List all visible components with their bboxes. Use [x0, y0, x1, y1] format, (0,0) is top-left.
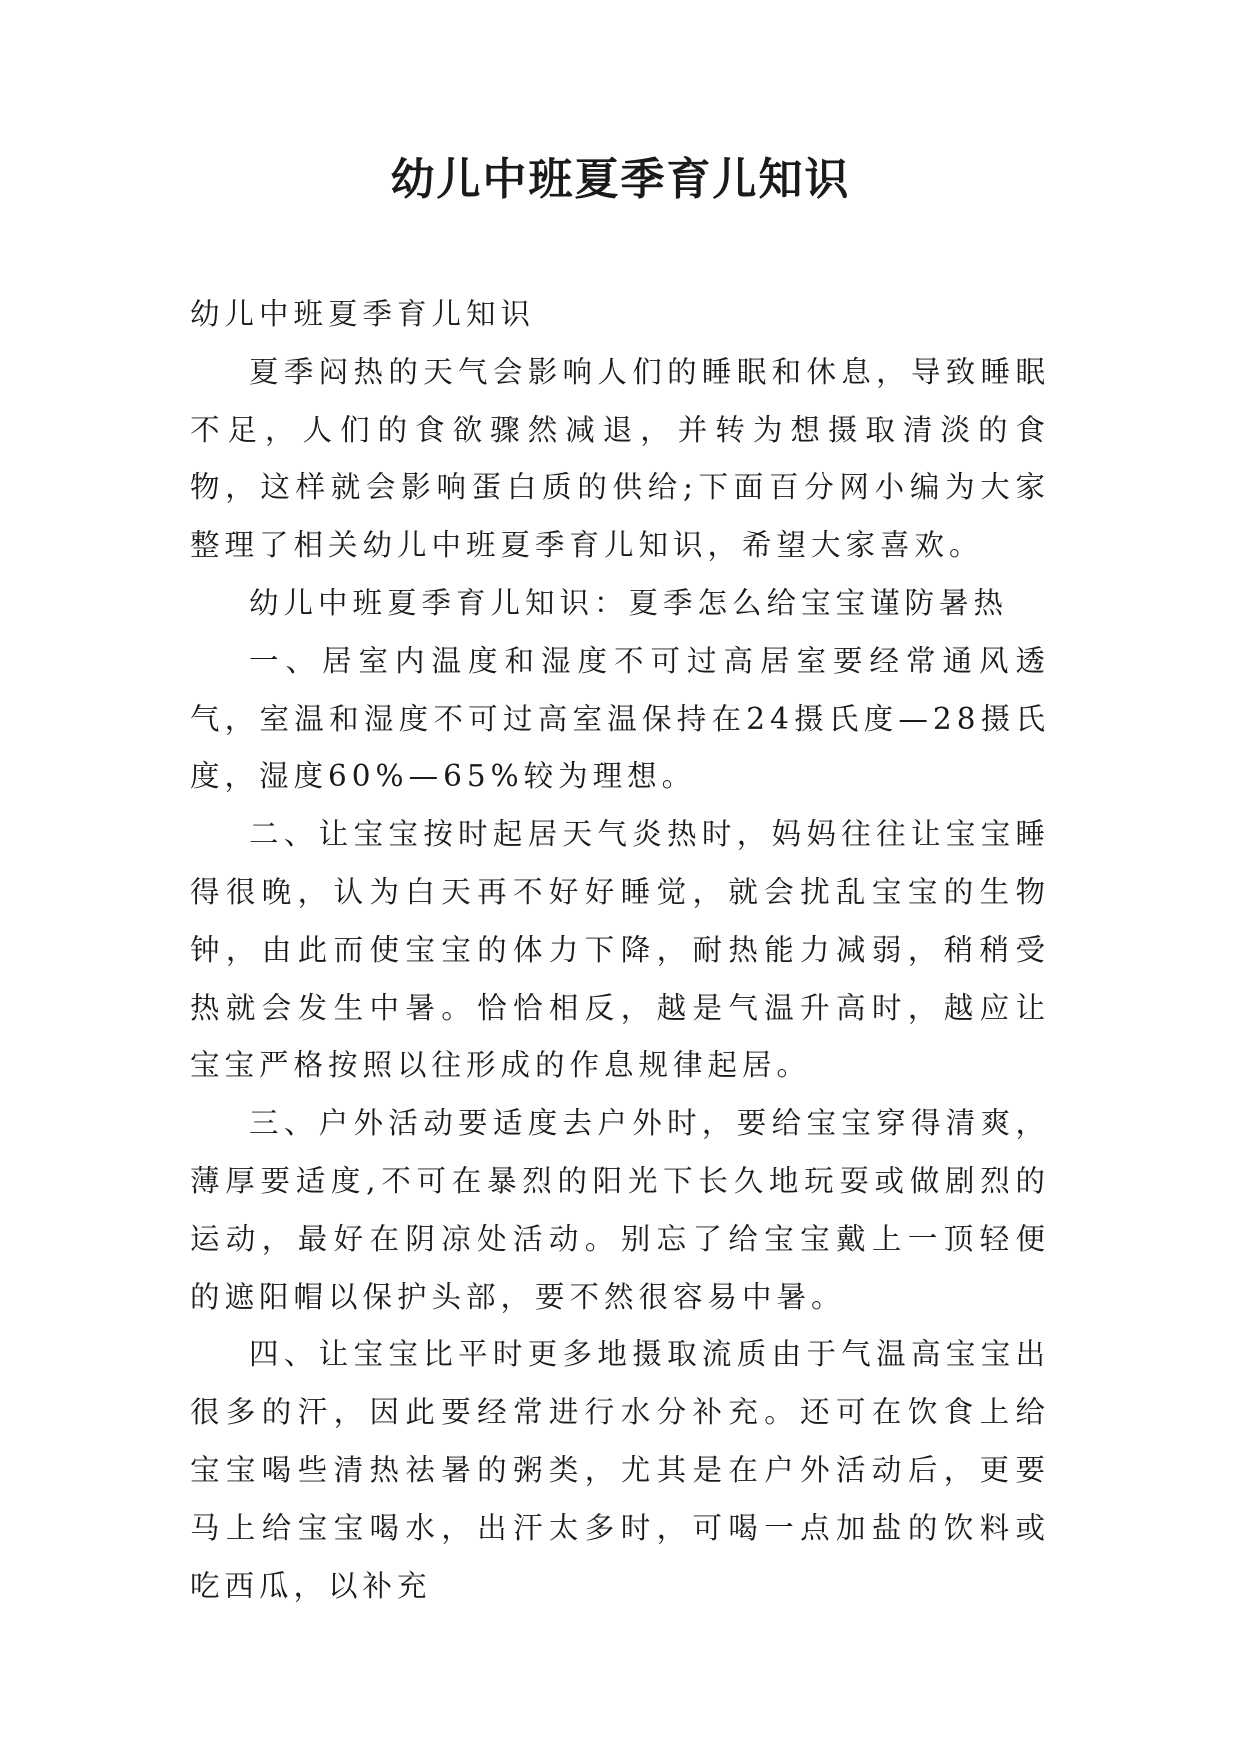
point-two-paragraph: 二、让宝宝按时起居天气炎热时，妈妈往往让宝宝睡得很晚，认为白天再不好好睡觉，就会扰乱宝宝的生物钟，由此而使宝宝的体力下降，耐热能力减弱，稍稍受热就会发生中暑。恰恰相反，越是气温升高时，越应让宝宝严格按照以往形成的作息规律起居。	[190, 817, 1050, 1083]
point-four-paragraph: 四、让宝宝比平时更多地摄取流质由于气温高宝宝出很多的汗，因此要经常进行水分补充。还可在饮食上给宝宝喝些清热祛暑的粥类，尤其是在户外活动后，更要马上给宝宝喝水，出汗太多时，可喝一点加盐的饮料或吃西瓜，以补充	[190, 1337, 1050, 1603]
section-heading-paragraph: 幼儿中班夏季育儿知识：夏季怎么给宝宝谨防暑热	[249, 585, 1009, 620]
document-body	[190, 286, 1050, 1615]
document-title: 幼儿中班夏季育儿知识	[390, 154, 851, 205]
point-three-paragraph: 三、户外活动要适度去户外时，要给宝宝穿得清爽，薄厚要适度,不可在暴烈的阳光下长久地玩耍或做剧烈的运动，最好在阴凉处活动。别忘了给宝宝戴上一顶轻便的遮阳帽以保护头部，要不然很容易中暑。	[190, 1106, 1050, 1314]
point-one-paragraph: 一、居室内温度和湿度不可过高居室要经常通风透气，室温和湿度不可过高室温保持在24摄氏度—28摄氏度，湿度60%—65%较为理想。	[190, 643, 1050, 794]
subtitle-paragraph: 幼儿中班夏季育儿知识	[190, 297, 536, 331]
intro-paragraph: 夏季闷热的天气会影响人们的睡眠和休息，导致睡眠不足，人们的食欲骤然减退，并转为想摄取清淡的食物，这样就会影响蛋白质的供给;下面百分网小编为大家整理了相关幼儿中班夏季育儿知识，希望大家喜欢。	[190, 354, 1050, 563]
